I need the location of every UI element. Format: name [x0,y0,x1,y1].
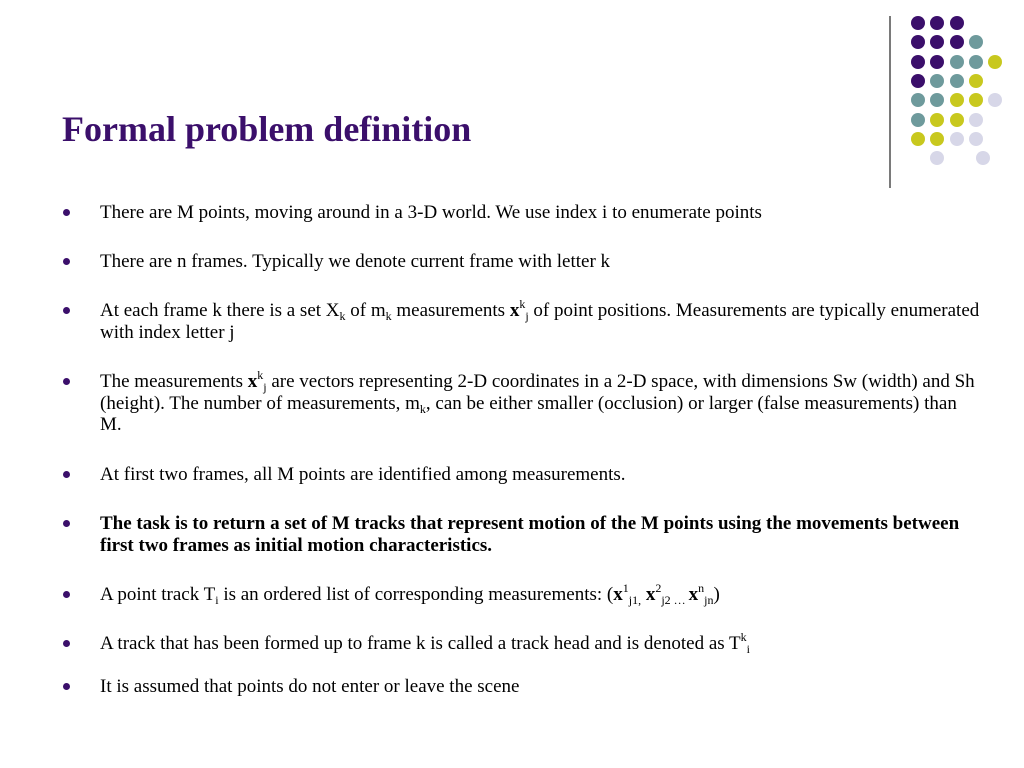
bullet-marker [63,258,70,265]
bullet-text: are vectors representing 2-D coordinates in a 2-D space, with dimensions Sw (width) and Sh (height). The number of measurements, m [100,371,975,414]
bullet-text: There are M points, moving around in a 3-D world. We use index i to enumerate points [100,202,762,223]
bullet-text: x [645,584,656,605]
bullet-marker [63,640,70,647]
bullet-item [100,581,980,607]
bullet-marker [63,591,70,598]
bullet-text: 2 [655,581,662,595]
bullet-text: jn [704,593,714,607]
bullet-text: k [419,401,426,416]
bullet-text: k [257,368,264,382]
bullet-text: x [688,584,699,605]
bullet-item [100,202,980,224]
bullet-text: It is assumed that points do not enter or leave the scene [100,676,520,697]
bullet-text: i [215,593,219,607]
bullet-text: ) [713,584,720,605]
slide-title: Formal problem definition [62,109,472,149]
bullet-text: The measurements [100,371,248,392]
bullet-text: j1, [628,593,642,607]
bullet-text: x [509,300,520,321]
bullet-text: k [740,630,747,644]
bullet-item [100,464,980,486]
bullet-marker [63,209,70,216]
bullet-marker [63,471,70,478]
bullet-item [100,297,980,343]
bullet-text: of m [345,300,386,321]
bullet-text: j2 … [661,593,689,607]
bullet-marker [63,378,70,385]
bullet-text: A track that has been formed up to frame k is called a track head and is denoted as T [100,633,741,654]
bullet-text: x [613,584,623,605]
bullet-text: of point positions. Measurements are typically enumerated with index letter j [100,300,980,343]
bullet-text: A point track T [100,584,216,605]
bullet-text: x [247,371,258,392]
bullet-item [100,251,980,273]
bullet-item [100,630,980,656]
bullet-marker [63,307,70,314]
bullet-text: At first two frames, all M points are identified among measurements. [100,464,626,485]
bullet-text: i [746,642,751,656]
bullet-text: At each frame k there is a set X [100,300,340,321]
bullet-text: k [385,309,392,323]
bullet-marker [63,520,70,527]
bullet-item [100,368,980,436]
bullet-text: k [339,309,346,323]
bullet-text: measurements [391,300,510,321]
bullet-marker [63,683,70,690]
bullet-text: The task is to return a set of M tracks that represent motion of the M points using the movements between first two frames as initial motion characteristics. [100,513,960,556]
bullet-text: n [698,581,705,595]
bullet-text: 1 [622,581,629,595]
bullet-text: j [263,380,267,394]
bullet-item [100,513,980,556]
bullet-item [100,676,980,698]
bullet-text: j [525,309,529,323]
bullet-text: k [519,297,526,311]
bullet-text: , can be either smaller (occlusion) or larger (false measurements) than M. [100,392,957,435]
bullet-text: There are n frames. Typically we denote current frame with letter k [100,251,611,272]
bullet-text: is an ordered list of corresponding measurements: ( [218,584,614,605]
